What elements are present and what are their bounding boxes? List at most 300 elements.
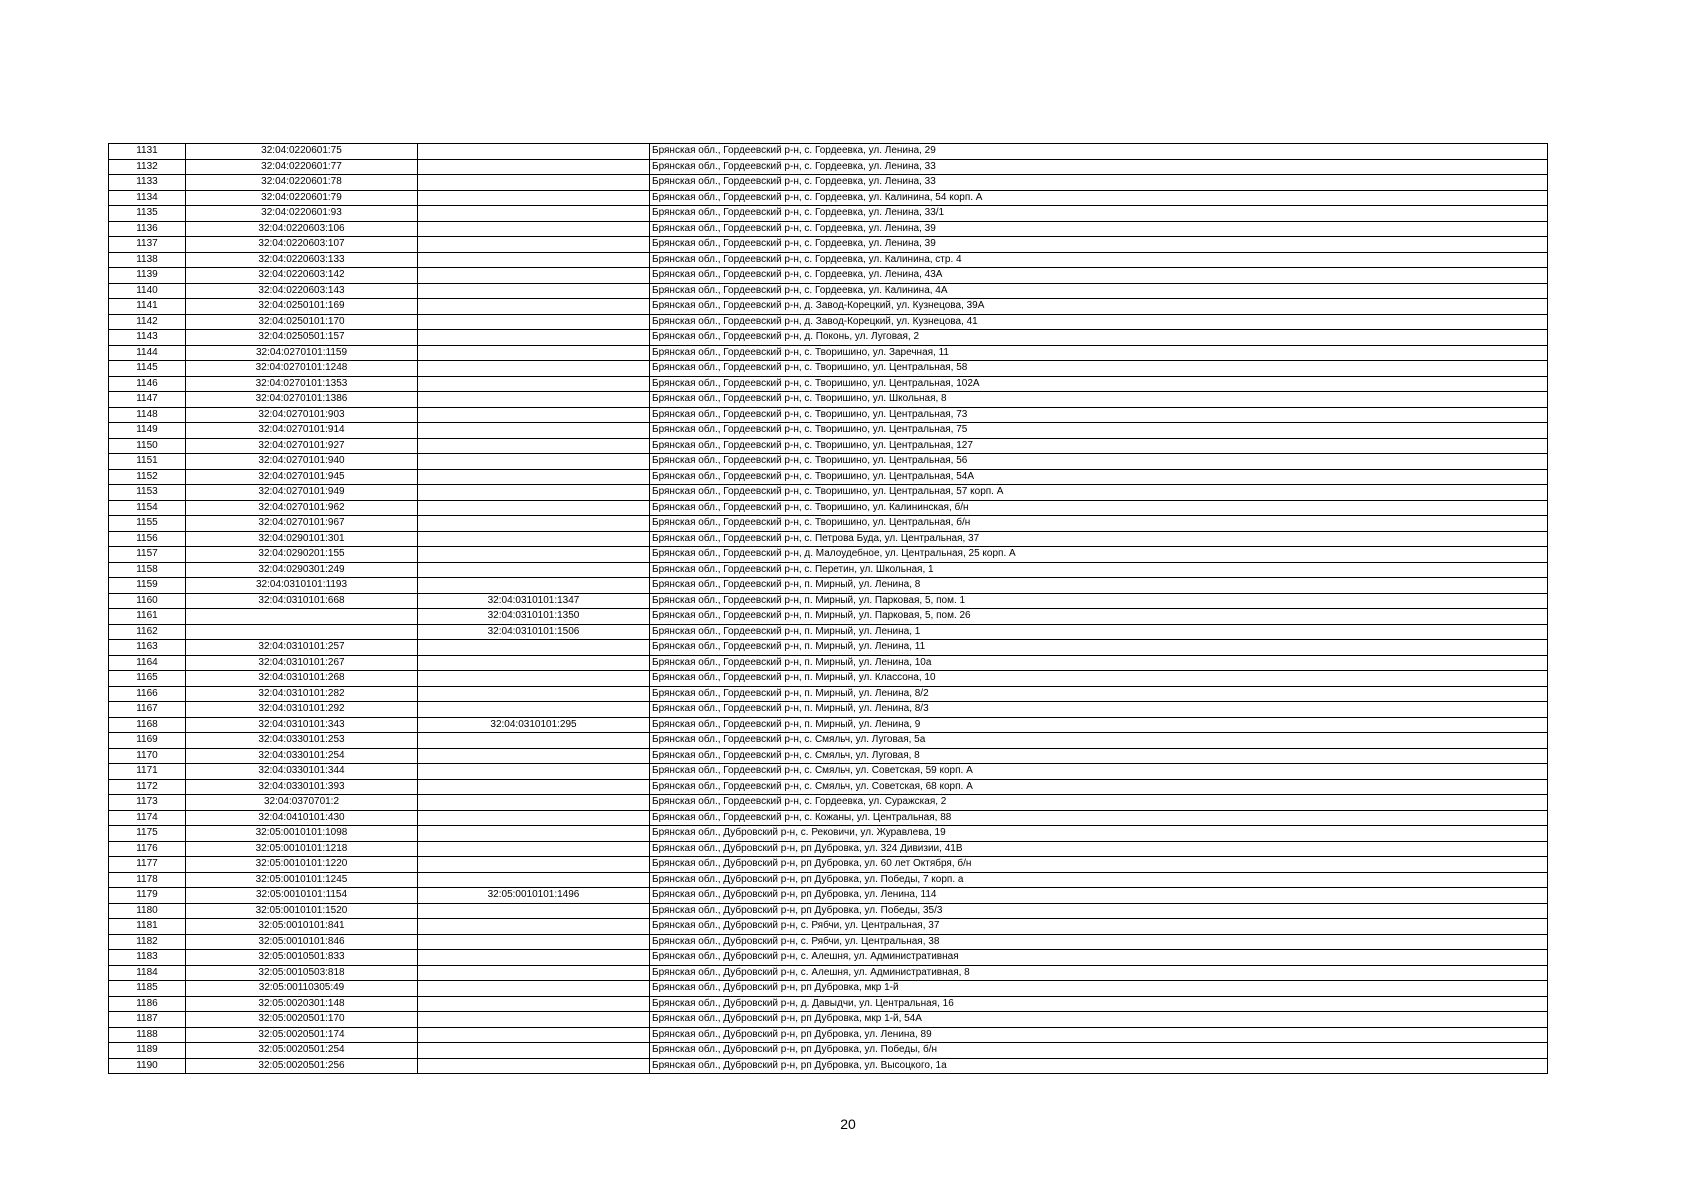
table-row	[109, 934, 1548, 950]
sub-cadastral-number-cell	[418, 1012, 650, 1028]
table-row	[109, 593, 1548, 609]
table-row	[109, 175, 1548, 191]
address-cell: Брянская обл., Гордеевский р-н, с. Творишино, ул. Центральная, б/н	[650, 516, 1548, 532]
cadastral-number-cell: 32:05:0010101:1218	[186, 841, 418, 857]
sub-cadastral-number-cell	[418, 640, 650, 656]
sub-cadastral-number-cell	[418, 950, 650, 966]
address-cell: Брянская обл., Гордеевский р-н, с. Гордеевка, ул. Ленина, 39	[650, 221, 1548, 237]
table-row	[109, 609, 1548, 625]
table-row	[109, 314, 1548, 330]
table-row	[109, 903, 1548, 919]
cadastral-number-cell: 32:04:0270101:967	[186, 516, 418, 532]
row-number-cell: 1168	[109, 717, 186, 733]
sub-cadastral-number-cell: 32:04:0310101:295	[418, 717, 650, 733]
row-number-cell: 1171	[109, 764, 186, 780]
cadastral-number-cell: 32:05:0010101:1245	[186, 872, 418, 888]
address-cell: Брянская обл., Гордеевский р-н, д. Поконь, ул. Луговая, 2	[650, 330, 1548, 346]
row-number-cell: 1161	[109, 609, 186, 625]
page-number: 20	[840, 1116, 856, 1132]
cadastral-number-cell: 32:04:0290101:301	[186, 531, 418, 547]
address-cell: Брянская обл., Дубровский р-н, рп Дубровка, ул. 324 Дивизии, 41В	[650, 841, 1548, 857]
address-cell: Брянская обл., Гордеевский р-н, п. Мирный, ул. Ленина, 1	[650, 624, 1548, 640]
cadastral-number-cell: 32:04:0220603:143	[186, 283, 418, 299]
table-row	[109, 159, 1548, 175]
row-number-cell: 1148	[109, 407, 186, 423]
row-number-cell: 1133	[109, 175, 186, 191]
cadastral-number-cell: 32:04:0270101:927	[186, 438, 418, 454]
row-number-cell: 1145	[109, 361, 186, 377]
row-number-cell: 1174	[109, 810, 186, 826]
table-row	[109, 1043, 1548, 1059]
sub-cadastral-number-cell	[418, 252, 650, 268]
address-cell: Брянская обл., Гордеевский р-н, с. Гордеевка, ул. Ленина, 33/1	[650, 206, 1548, 222]
table-row	[109, 469, 1548, 485]
address-cell: Брянская обл., Дубровский р-н, рп Дубровка, ул. Ленина, 89	[650, 1027, 1548, 1043]
table-row	[109, 965, 1548, 981]
row-number-cell: 1167	[109, 702, 186, 718]
address-cell: Брянская обл., Гордеевский р-н, с. Гордеевка, ул. Калинина, 54 корп. А	[650, 190, 1548, 206]
sub-cadastral-number-cell	[418, 438, 650, 454]
table-row	[109, 810, 1548, 826]
table-row	[109, 748, 1548, 764]
cadastral-number-cell: 32:04:0250501:157	[186, 330, 418, 346]
sub-cadastral-number-cell	[418, 764, 650, 780]
cadastral-number-cell: 32:04:0290301:249	[186, 562, 418, 578]
cadastral-number-cell: 32:05:0010101:1098	[186, 826, 418, 842]
address-cell: Брянская обл., Дубровский р-н, рп Дубровка, ул. Победы, 7 корп. а	[650, 872, 1548, 888]
sub-cadastral-number-cell	[418, 1027, 650, 1043]
sub-cadastral-number-cell	[418, 686, 650, 702]
sub-cadastral-number-cell	[418, 981, 650, 997]
sub-cadastral-number-cell	[418, 671, 650, 687]
sub-cadastral-number-cell	[418, 965, 650, 981]
cadastral-number-cell: 32:05:0020501:254	[186, 1043, 418, 1059]
address-cell: Брянская обл., Гордеевский р-н, с. Смяльч, ул. Советская, 59 корп. А	[650, 764, 1548, 780]
row-number-cell: 1185	[109, 981, 186, 997]
row-number-cell: 1189	[109, 1043, 186, 1059]
cadastral-number-cell: 32:04:0310101:267	[186, 655, 418, 671]
address-cell: Брянская обл., Дубровский р-н, с. Алешня, ул. Административная, 8	[650, 965, 1548, 981]
cadastral-number-cell: 32:04:0220603:133	[186, 252, 418, 268]
address-cell: Брянская обл., Дубровский р-н, рп Дубровка, ул. Ленина, 114	[650, 888, 1548, 904]
table-row	[109, 717, 1548, 733]
table-row	[109, 237, 1548, 253]
cadastral-number-cell: 32:05:0010501:833	[186, 950, 418, 966]
row-number-cell: 1170	[109, 748, 186, 764]
sub-cadastral-number-cell	[418, 345, 650, 361]
cadastral-number-cell: 32:04:0270101:1353	[186, 376, 418, 392]
cadastral-number-cell: 32:04:0220603:106	[186, 221, 418, 237]
row-number-cell: 1149	[109, 423, 186, 439]
address-cell: Брянская обл., Гордеевский р-н, п. Мирный, ул. Ленина, 10а	[650, 655, 1548, 671]
sub-cadastral-number-cell: 32:04:0310101:1347	[418, 593, 650, 609]
cadastral-number-cell: 32:05:0010101:1154	[186, 888, 418, 904]
table-row	[109, 1012, 1548, 1028]
table-row	[109, 562, 1548, 578]
row-number-cell: 1158	[109, 562, 186, 578]
address-cell: Брянская обл., Гордеевский р-н, с. Творишино, ул. Центральная, 58	[650, 361, 1548, 377]
cadastral-number-cell: 32:04:0220601:79	[186, 190, 418, 206]
table-row	[109, 283, 1548, 299]
cadastral-number-cell: 32:04:0270101:945	[186, 469, 418, 485]
row-number-cell: 1139	[109, 268, 186, 284]
table-row	[109, 733, 1548, 749]
cadastral-number-cell: 32:05:00110305:49	[186, 981, 418, 997]
sub-cadastral-number-cell	[418, 748, 650, 764]
sub-cadastral-number-cell	[418, 531, 650, 547]
address-cell: Брянская обл., Гордеевский р-н, п. Мирный, ул. Ленина, 11	[650, 640, 1548, 656]
address-cell: Брянская обл., Дубровский р-н, с. Рябчи, ул. Центральная, 38	[650, 934, 1548, 950]
address-cell: Брянская обл., Гордеевский р-н, с. Перетин, ул. Школьная, 1	[650, 562, 1548, 578]
cadastral-number-cell: 32:04:0250101:170	[186, 314, 418, 330]
cadastral-number-cell: 32:04:0370701:2	[186, 795, 418, 811]
address-cell: Брянская обл., Гордеевский р-н, с. Творишино, ул. Центральная, 75	[650, 423, 1548, 439]
cadastral-number-cell	[186, 624, 418, 640]
row-number-cell: 1142	[109, 314, 186, 330]
row-number-cell: 1138	[109, 252, 186, 268]
cadastral-number-cell: 32:04:0310101:268	[186, 671, 418, 687]
table-row	[109, 345, 1548, 361]
cadastral-number-cell: 32:05:0010101:841	[186, 919, 418, 935]
cadastral-number-cell: 32:04:0270101:1248	[186, 361, 418, 377]
address-cell: Брянская обл., Гордеевский р-н, с. Гордеевка, ул. Ленина, 43А	[650, 268, 1548, 284]
row-number-cell: 1134	[109, 190, 186, 206]
sub-cadastral-number-cell	[418, 330, 650, 346]
table-row	[109, 500, 1548, 516]
table-row	[109, 268, 1548, 284]
table-row	[109, 423, 1548, 439]
sub-cadastral-number-cell	[418, 841, 650, 857]
row-number-cell: 1180	[109, 903, 186, 919]
sub-cadastral-number-cell	[418, 144, 650, 160]
cadastral-number-cell: 32:04:0330101:254	[186, 748, 418, 764]
sub-cadastral-number-cell	[418, 779, 650, 795]
table-row	[109, 795, 1548, 811]
table-row	[109, 671, 1548, 687]
sub-cadastral-number-cell	[418, 857, 650, 873]
address-cell: Брянская обл., Гордеевский р-н, с. Творишино, ул. Школьная, 8	[650, 392, 1548, 408]
cadastral-number-cell: 32:05:0020501:170	[186, 1012, 418, 1028]
sub-cadastral-number-cell	[418, 190, 650, 206]
row-number-cell: 1137	[109, 237, 186, 253]
cadastral-number-cell: 32:04:0270101:962	[186, 500, 418, 516]
address-cell: Брянская обл., Гордеевский р-н, д. Завод-Корецкий, ул. Кузнецова, 39А	[650, 299, 1548, 315]
cadastral-number-cell: 32:05:0010503:818	[186, 965, 418, 981]
row-number-cell: 1164	[109, 655, 186, 671]
table-row	[109, 981, 1548, 997]
row-number-cell: 1176	[109, 841, 186, 857]
address-cell: Брянская обл., Гордеевский р-н, с. Гордеевка, ул. Суражская, 2	[650, 795, 1548, 811]
address-cell: Брянская обл., Дубровский р-н, рп Дубровка, ул. 60 лет Октября, б/н	[650, 857, 1548, 873]
cadastral-number-cell: 32:04:0310101:668	[186, 593, 418, 609]
cadastral-number-cell: 32:04:0270101:914	[186, 423, 418, 439]
row-number-cell: 1143	[109, 330, 186, 346]
table-row	[109, 531, 1548, 547]
table-row	[109, 841, 1548, 857]
cadastral-number-cell: 32:04:0310101:282	[186, 686, 418, 702]
row-number-cell: 1155	[109, 516, 186, 532]
row-number-cell: 1132	[109, 159, 186, 175]
cadastral-number-cell: 32:05:0010101:1220	[186, 857, 418, 873]
table-row	[109, 221, 1548, 237]
address-cell: Брянская обл., Дубровский р-н, д. Давыдчи, ул. Центральная, 16	[650, 996, 1548, 1012]
sub-cadastral-number-cell: 32:04:0310101:1506	[418, 624, 650, 640]
cadastral-number-cell: 32:04:0220603:142	[186, 268, 418, 284]
address-cell: Брянская обл., Гордеевский р-н, п. Мирный, ул. Парковая, 5, пом. 1	[650, 593, 1548, 609]
sub-cadastral-number-cell	[418, 454, 650, 470]
table-row	[109, 190, 1548, 206]
cadastral-number-cell: 32:04:0310101:292	[186, 702, 418, 718]
sub-cadastral-number-cell	[418, 702, 650, 718]
row-number-cell: 1159	[109, 578, 186, 594]
sub-cadastral-number-cell	[418, 283, 650, 299]
table-row	[109, 655, 1548, 671]
address-cell: Брянская обл., Гордеевский р-н, с. Гордеевка, ул. Калинина, 4А	[650, 283, 1548, 299]
address-cell: Брянская обл., Гордеевский р-н, с. Гордеевка, ул. Ленина, 29	[650, 144, 1548, 160]
table-row	[109, 857, 1548, 873]
row-number-cell: 1179	[109, 888, 186, 904]
row-number-cell: 1172	[109, 779, 186, 795]
table-row	[109, 919, 1548, 935]
cadastral-number-cell: 32:04:0250101:169	[186, 299, 418, 315]
address-cell: Брянская обл., Гордеевский р-н, с. Гордеевка, ул. Калинина, стр. 4	[650, 252, 1548, 268]
sub-cadastral-number-cell	[418, 903, 650, 919]
cadastral-number-cell: 32:04:0290201:155	[186, 547, 418, 563]
address-cell: Брянская обл., Гордеевский р-н, п. Мирный, ул. Ленина, 8/2	[650, 686, 1548, 702]
sub-cadastral-number-cell	[418, 578, 650, 594]
row-number-cell: 1190	[109, 1058, 186, 1074]
table-row	[109, 206, 1548, 222]
table-row	[109, 578, 1548, 594]
sub-cadastral-number-cell	[418, 299, 650, 315]
cadastral-number-cell: 32:04:0270101:1159	[186, 345, 418, 361]
sub-cadastral-number-cell	[418, 655, 650, 671]
sub-cadastral-number-cell	[418, 1058, 650, 1074]
sub-cadastral-number-cell	[418, 934, 650, 950]
row-number-cell: 1140	[109, 283, 186, 299]
table-row	[109, 516, 1548, 532]
sub-cadastral-number-cell	[418, 159, 650, 175]
row-number-cell: 1144	[109, 345, 186, 361]
sub-cadastral-number-cell	[418, 175, 650, 191]
address-cell: Брянская обл., Гордеевский р-н, п. Мирный, ул. Парковая, 5, пом. 26	[650, 609, 1548, 625]
cadastral-number-cell: 32:04:0220601:78	[186, 175, 418, 191]
sub-cadastral-number-cell	[418, 221, 650, 237]
table-row	[109, 996, 1548, 1012]
address-cell: Брянская обл., Гордеевский р-н, с. Творишино, ул. Центральная, 56	[650, 454, 1548, 470]
cadastral-number-cell: 32:04:0410101:430	[186, 810, 418, 826]
cadastral-number-cell: 32:04:0220603:107	[186, 237, 418, 253]
address-cell: Брянская обл., Гордеевский р-н, с. Кожаны, ул. Центральная, 88	[650, 810, 1548, 826]
cadastral-number-cell: 32:05:0020501:174	[186, 1027, 418, 1043]
table-row	[109, 888, 1548, 904]
table-row	[109, 407, 1548, 423]
row-number-cell: 1153	[109, 485, 186, 501]
address-cell: Брянская обл., Дубровский р-н, с. Алешня, ул. Административная	[650, 950, 1548, 966]
address-cell: Брянская обл., Гордеевский р-н, с. Творишино, ул. Заречная, 11	[650, 345, 1548, 361]
sub-cadastral-number-cell	[418, 485, 650, 501]
sub-cadastral-number-cell	[418, 795, 650, 811]
table-row	[109, 1027, 1548, 1043]
row-number-cell: 1166	[109, 686, 186, 702]
row-number-cell: 1152	[109, 469, 186, 485]
row-number-cell: 1184	[109, 965, 186, 981]
sub-cadastral-number-cell	[418, 919, 650, 935]
property-table	[108, 143, 1548, 1074]
table-row	[109, 252, 1548, 268]
row-number-cell: 1183	[109, 950, 186, 966]
sub-cadastral-number-cell	[418, 268, 650, 284]
sub-cadastral-number-cell	[418, 516, 650, 532]
row-number-cell: 1181	[109, 919, 186, 935]
row-number-cell: 1151	[109, 454, 186, 470]
address-cell: Брянская обл., Гордеевский р-н, с. Творишино, ул. Центральная, 73	[650, 407, 1548, 423]
table-row	[109, 872, 1548, 888]
cadastral-number-cell	[186, 609, 418, 625]
table-row	[109, 330, 1548, 346]
address-cell: Брянская обл., Дубровский р-н, с. Рековичи, ул. Журавлева, 19	[650, 826, 1548, 842]
row-number-cell: 1150	[109, 438, 186, 454]
sub-cadastral-number-cell: 32:05:0010101:1496	[418, 888, 650, 904]
cadastral-number-cell: 32:04:0310101:1193	[186, 578, 418, 594]
sub-cadastral-number-cell	[418, 407, 650, 423]
sub-cadastral-number-cell: 32:04:0310101:1350	[418, 609, 650, 625]
row-number-cell: 1147	[109, 392, 186, 408]
row-number-cell: 1165	[109, 671, 186, 687]
row-number-cell: 1157	[109, 547, 186, 563]
row-number-cell: 1169	[109, 733, 186, 749]
sub-cadastral-number-cell	[418, 361, 650, 377]
address-cell: Брянская обл., Гордеевский р-н, с. Творишино, ул. Центральная, 102А	[650, 376, 1548, 392]
table-row	[109, 950, 1548, 966]
table-row	[109, 299, 1548, 315]
address-cell: Брянская обл., Гордеевский р-н, п. Мирный, ул. Ленина, 8	[650, 578, 1548, 594]
table-row	[109, 547, 1548, 563]
address-cell: Брянская обл., Гордеевский р-н, с. Смяльч, ул. Луговая, 5а	[650, 733, 1548, 749]
cadastral-number-cell: 32:04:0220601:93	[186, 206, 418, 222]
sub-cadastral-number-cell	[418, 1043, 650, 1059]
address-cell: Брянская обл., Гордеевский р-н, с. Творишино, ул. Центральная, 127	[650, 438, 1548, 454]
row-number-cell: 1141	[109, 299, 186, 315]
table-row	[109, 702, 1548, 718]
cadastral-number-cell: 32:05:0010101:846	[186, 934, 418, 950]
row-number-cell: 1135	[109, 206, 186, 222]
sub-cadastral-number-cell	[418, 392, 650, 408]
sub-cadastral-number-cell	[418, 562, 650, 578]
row-number-cell: 1146	[109, 376, 186, 392]
table-row	[109, 485, 1548, 501]
table-row	[109, 376, 1548, 392]
sub-cadastral-number-cell	[418, 206, 650, 222]
table-row	[109, 686, 1548, 702]
sub-cadastral-number-cell	[418, 423, 650, 439]
address-cell: Брянская обл., Гордеевский р-н, д. Завод-Корецкий, ул. Кузнецова, 41	[650, 314, 1548, 330]
row-number-cell: 1154	[109, 500, 186, 516]
sub-cadastral-number-cell	[418, 872, 650, 888]
cadastral-number-cell: 32:04:0270101:949	[186, 485, 418, 501]
cadastral-number-cell: 32:04:0220601:77	[186, 159, 418, 175]
table-row	[109, 624, 1548, 640]
address-cell: Брянская обл., Гордеевский р-н, с. Петрова Буда, ул. Центральная, 37	[650, 531, 1548, 547]
address-cell: Брянская обл., Гордеевский р-н, п. Мирный, ул. Ленина, 8/3	[650, 702, 1548, 718]
sub-cadastral-number-cell	[418, 547, 650, 563]
cadastral-number-cell: 32:04:0270101:903	[186, 407, 418, 423]
table-row	[109, 640, 1548, 656]
sub-cadastral-number-cell	[418, 500, 650, 516]
address-cell: Брянская обл., Гордеевский р-н, п. Мирный, ул. Ленина, 9	[650, 717, 1548, 733]
sub-cadastral-number-cell	[418, 810, 650, 826]
row-number-cell: 1182	[109, 934, 186, 950]
address-cell: Брянская обл., Гордеевский р-н, с. Смяльч, ул. Советская, 68 корп. А	[650, 779, 1548, 795]
row-number-cell: 1175	[109, 826, 186, 842]
sub-cadastral-number-cell	[418, 826, 650, 842]
property-table-body	[109, 144, 1548, 1074]
table-row	[109, 361, 1548, 377]
table-row	[109, 826, 1548, 842]
table-row	[109, 779, 1548, 795]
cadastral-number-cell: 32:04:0270101:1386	[186, 392, 418, 408]
address-cell: Брянская обл., Дубровский р-н, рп Дубровка, ул. Победы, б/н	[650, 1043, 1548, 1059]
row-number-cell: 1160	[109, 593, 186, 609]
cadastral-number-cell: 32:04:0330101:344	[186, 764, 418, 780]
address-cell: Брянская обл., Дубровский р-н, с. Рябчи, ул. Центральная, 37	[650, 919, 1548, 935]
cadastral-number-cell: 32:04:0310101:343	[186, 717, 418, 733]
cadastral-number-cell: 32:04:0220601:75	[186, 144, 418, 160]
row-number-cell: 1156	[109, 531, 186, 547]
sub-cadastral-number-cell	[418, 314, 650, 330]
sub-cadastral-number-cell	[418, 733, 650, 749]
row-number-cell: 1178	[109, 872, 186, 888]
row-number-cell: 1177	[109, 857, 186, 873]
row-number-cell: 1187	[109, 1012, 186, 1028]
address-cell: Брянская обл., Дубровский р-н, рп Дубровка, ул. Высоцкого, 1а	[650, 1058, 1548, 1074]
address-cell: Брянская обл., Гордеевский р-н, с. Гордеевка, ул. Ленина, 33	[650, 175, 1548, 191]
address-cell: Брянская обл., Гордеевский р-н, с. Смяльч, ул. Луговая, 8	[650, 748, 1548, 764]
table-row	[109, 392, 1548, 408]
cadastral-number-cell: 32:05:0010101:1520	[186, 903, 418, 919]
address-cell: Брянская обл., Гордеевский р-н, д. Малоудебное, ул. Центральная, 25 корп. А	[650, 547, 1548, 563]
row-number-cell: 1186	[109, 996, 186, 1012]
table-row	[109, 764, 1548, 780]
table-row	[109, 1058, 1548, 1074]
row-number-cell: 1162	[109, 624, 186, 640]
sub-cadastral-number-cell	[418, 237, 650, 253]
cadastral-number-cell: 32:04:0310101:257	[186, 640, 418, 656]
cadastral-number-cell: 32:05:0020301:148	[186, 996, 418, 1012]
row-number-cell: 1188	[109, 1027, 186, 1043]
address-cell: Брянская обл., Дубровский р-н, рп Дубровка, мкр 1-й, 54А	[650, 1012, 1548, 1028]
cadastral-number-cell: 32:04:0330101:253	[186, 733, 418, 749]
sub-cadastral-number-cell	[418, 996, 650, 1012]
address-cell: Брянская обл., Гордеевский р-н, с. Творишино, ул. Центральная, 57 корп. А	[650, 485, 1548, 501]
sub-cadastral-number-cell	[418, 469, 650, 485]
address-cell: Брянская обл., Гордеевский р-н, с. Творишино, ул. Центральная, 54А	[650, 469, 1548, 485]
address-cell: Брянская обл., Дубровский р-н, рп Дубровка, мкр 1-й	[650, 981, 1548, 997]
address-cell: Брянская обл., Дубровский р-н, рп Дубровка, ул. Победы, 35/3	[650, 903, 1548, 919]
row-number-cell: 1163	[109, 640, 186, 656]
cadastral-number-cell: 32:04:0270101:940	[186, 454, 418, 470]
sub-cadastral-number-cell	[418, 376, 650, 392]
address-cell: Брянская обл., Гордеевский р-н, с. Творишино, ул. Калининская, б/н	[650, 500, 1548, 516]
table-row	[109, 144, 1548, 160]
cadastral-number-cell: 32:05:0020501:256	[186, 1058, 418, 1074]
address-cell: Брянская обл., Гордеевский р-н, с. Гордеевка, ул. Ленина, 39	[650, 237, 1548, 253]
row-number-cell: 1173	[109, 795, 186, 811]
row-number-cell: 1136	[109, 221, 186, 237]
table-row	[109, 454, 1548, 470]
address-cell: Брянская обл., Гордеевский р-н, с. Гордеевка, ул. Ленина, 33	[650, 159, 1548, 175]
cadastral-number-cell: 32:04:0330101:393	[186, 779, 418, 795]
